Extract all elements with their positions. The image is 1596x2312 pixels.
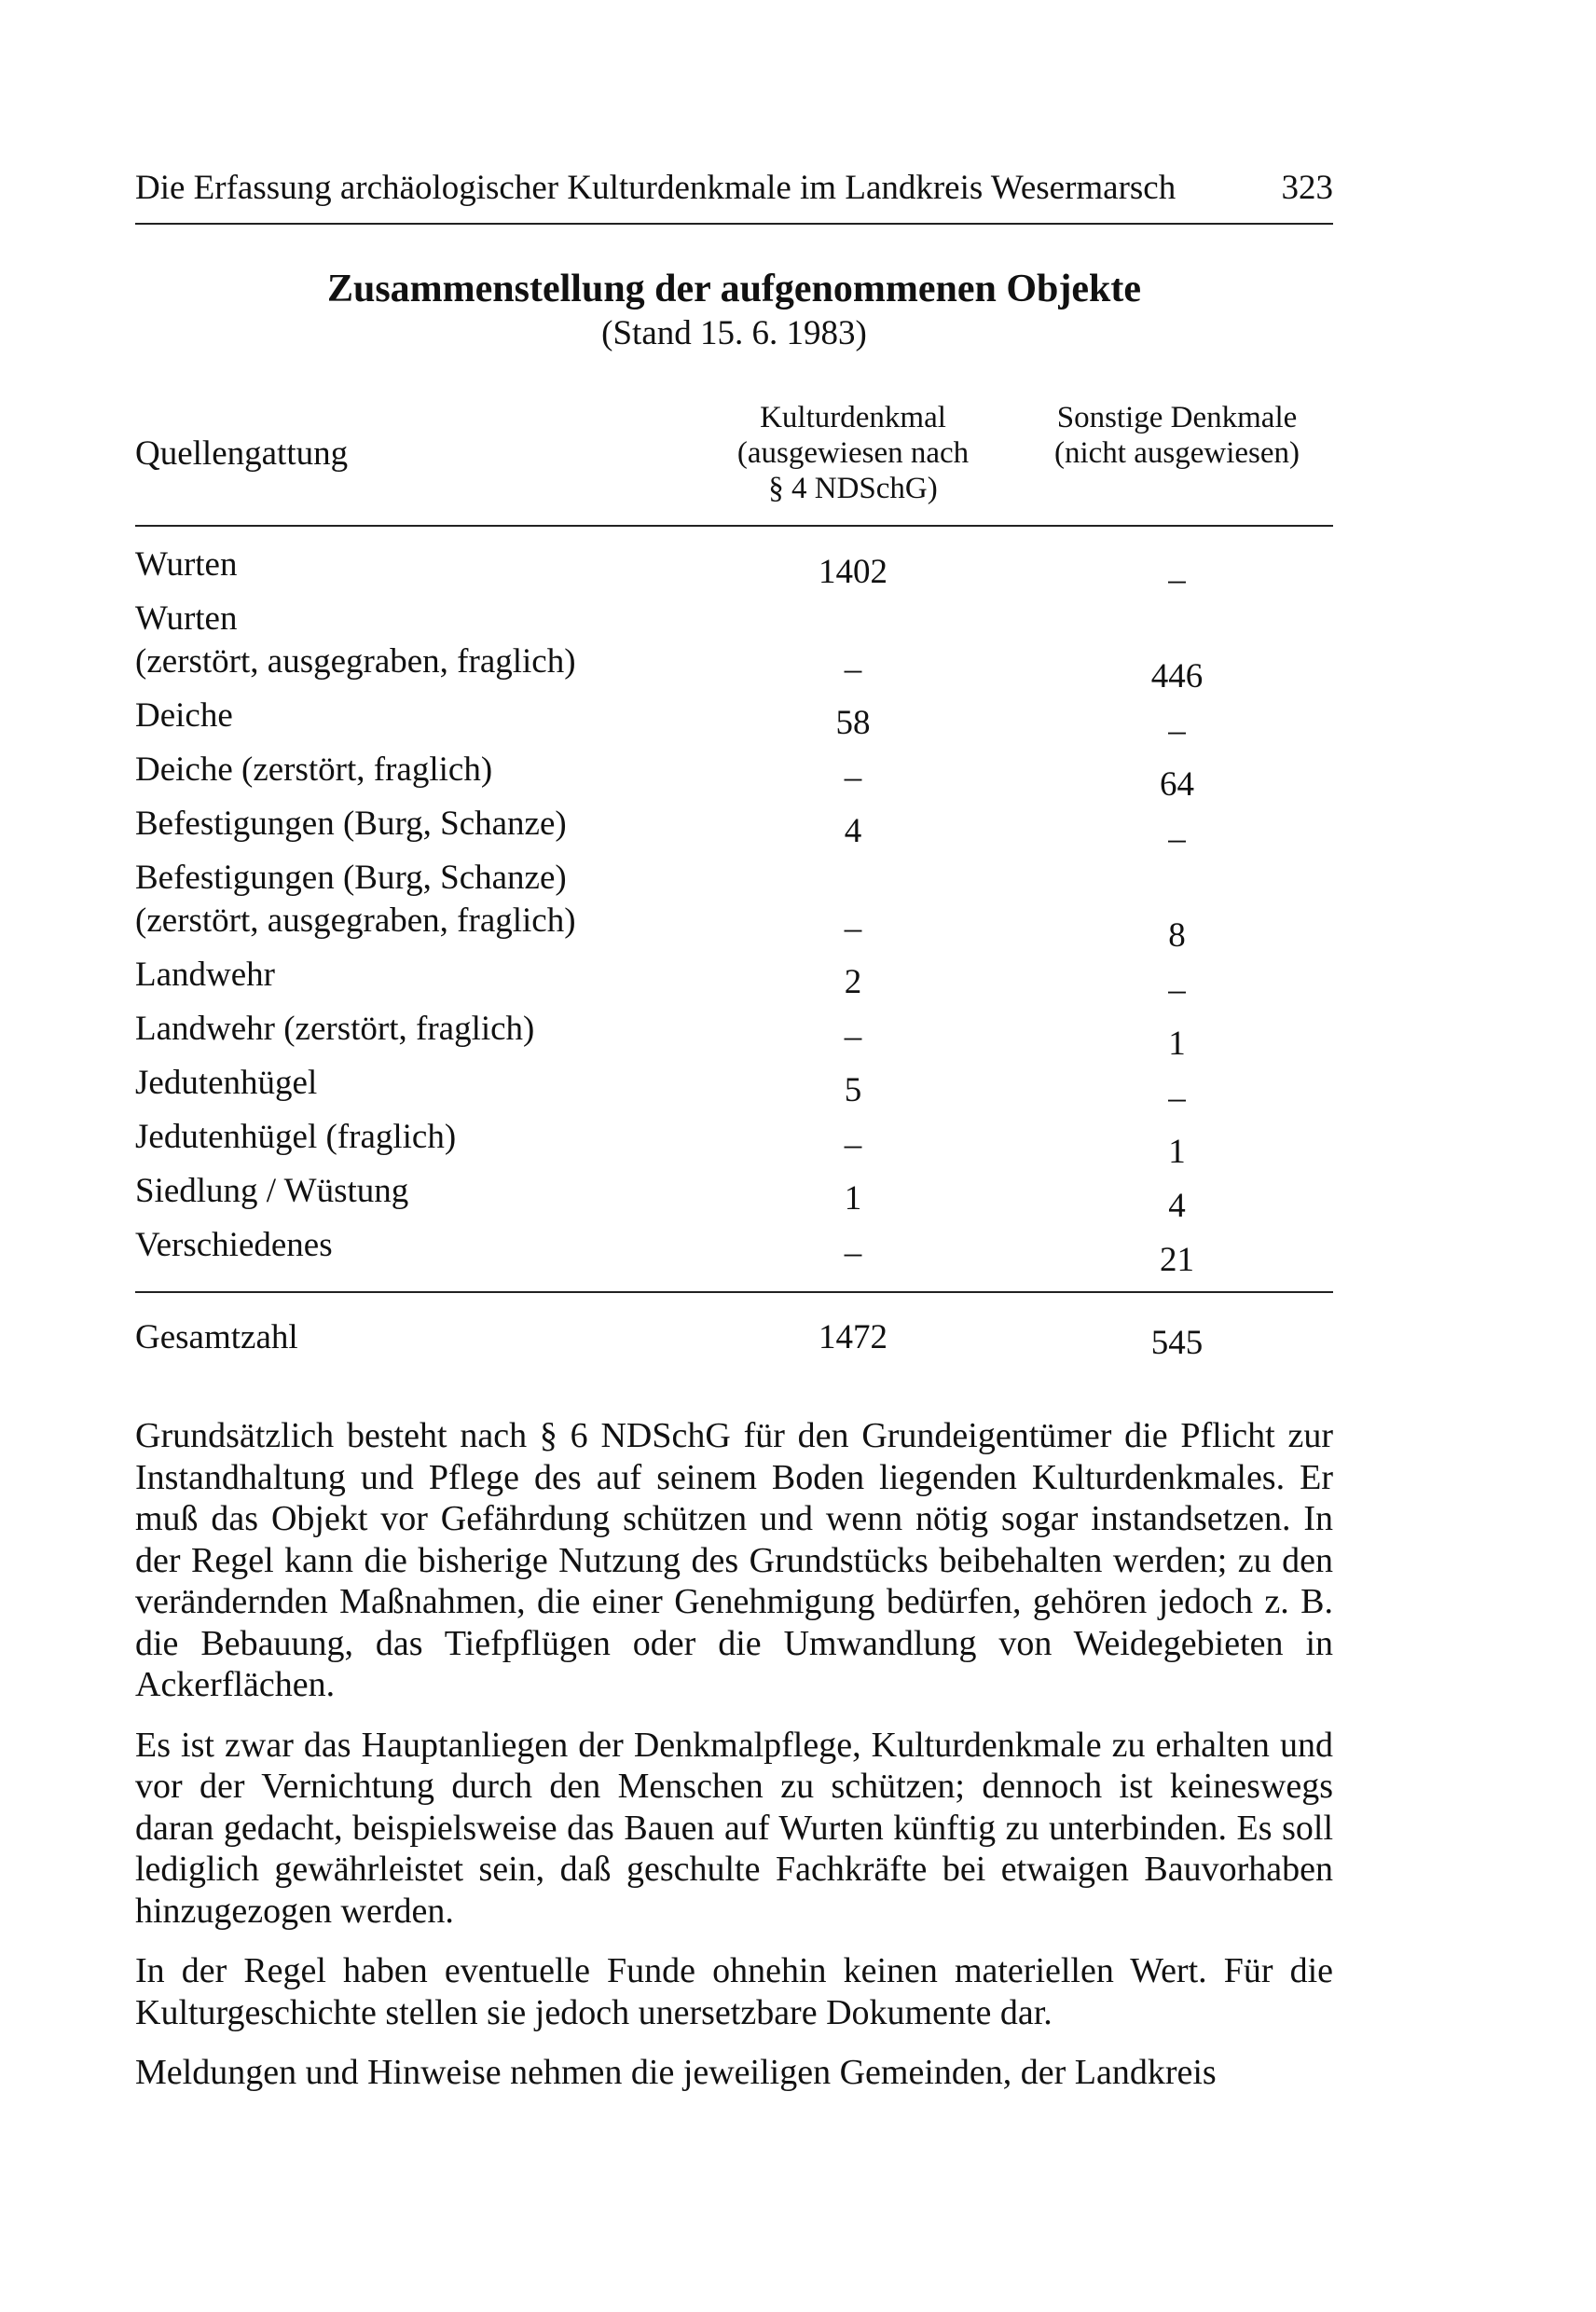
- row-label-line: (zerstört, ausgegraben, fraglich): [135, 901, 576, 940]
- column-header-quellengattung: Quellengattung: [135, 434, 349, 473]
- running-head: [135, 168, 1333, 225]
- cell-sonstige: [1021, 803, 1333, 858]
- cell-value: –: [1168, 560, 1186, 599]
- row-label: [135, 954, 685, 997]
- cell-value: –: [844, 650, 862, 688]
- column-header-line: Kulturdenkmal: [760, 401, 946, 434]
- table-row: [135, 1116, 1333, 1171]
- cell-kulturdenkmal: [685, 803, 1021, 850]
- table-row: [135, 1170, 1333, 1225]
- cell-kulturdenkmal: [685, 1062, 1021, 1109]
- row-label-line: Befestigungen (Burg, Schanze): [135, 805, 567, 843]
- column-header-line: § 4 NDSchG): [768, 472, 938, 505]
- cell-value: –: [844, 1233, 862, 1272]
- cell-value: 21: [1160, 1241, 1194, 1279]
- total-sonstige: 545: [1150, 1324, 1204, 1362]
- total-kulturdenkmal: 1472: [819, 1318, 887, 1356]
- table-title-block: [135, 267, 1333, 353]
- cell-value: –: [844, 1125, 862, 1163]
- cell-value: 4: [1168, 1187, 1186, 1225]
- table-title: Zusammenstellung der aufgenommenen Objekte: [326, 268, 1142, 310]
- row-label: [135, 544, 685, 586]
- total-label: Gesamtzahl: [135, 1318, 298, 1356]
- table-row: [135, 1062, 1333, 1117]
- cell-sonstige: [1021, 1062, 1333, 1117]
- body-paragraph: Grundsätzlich besteht nach § 6 NDSchG für den Grundeigentümer die Pflicht zur Instandhaltung und Pflege des auf seinem Boden liegenden Kulturdenkmales. Er muß das Objekt vor Gefährdung schützen und wenn nötig sogar instandsetzen. In der Regel kann die bisherige Nutzung des Grundstücks beibehalten werden; zu den verändernden Maßnahmen, die einer Genehmigung bedürfen, gehören jedoch z. B. die Bebauung, das Tiefpflügen oder die Umwandlung von Weidegebieten in Ackerflächen.: [135, 1416, 1333, 1704]
- table-total-row: [135, 1317, 1333, 1362]
- cell-kulturdenkmal: [685, 544, 1021, 591]
- cell-value: –: [1168, 970, 1186, 1009]
- row-label-line: Wurten: [135, 545, 238, 584]
- table-row: [135, 695, 1333, 750]
- table-row: [135, 857, 1333, 955]
- row-label-line: Landwehr (zerstört, fraglich): [135, 1010, 535, 1048]
- cell-sonstige: [1021, 1116, 1333, 1171]
- cell-value: 5: [844, 1071, 862, 1109]
- row-label-line: Deiche: [135, 696, 233, 735]
- cell-sonstige: [1021, 1170, 1333, 1225]
- cell-kulturdenkmal: [685, 1170, 1021, 1218]
- row-label-line: Verschiedenes: [135, 1226, 333, 1264]
- cell-sonstige: [1021, 857, 1333, 955]
- column-header-line: (ausgewiesen nach: [736, 436, 970, 470]
- cell-sonstige: [1021, 544, 1333, 599]
- row-label-line: Befestigungen (Burg, Schanze): [135, 859, 567, 897]
- table-row: [135, 598, 1333, 695]
- row-label: [135, 1116, 685, 1159]
- table-row: [135, 803, 1333, 858]
- row-label-line: Jedutenhügel: [135, 1064, 318, 1102]
- row-label: [135, 598, 685, 683]
- cell-kulturdenkmal: [685, 857, 1021, 947]
- column-header-kulturdenkmal: [685, 400, 1021, 506]
- body-text: [135, 1415, 1333, 2094]
- row-label: [135, 1224, 685, 1267]
- cell-sonstige: [1021, 954, 1333, 1009]
- cell-sonstige: [1021, 598, 1333, 695]
- cell-sonstige: [1021, 695, 1333, 750]
- cell-value: –: [1168, 711, 1186, 750]
- table-header: [135, 400, 1333, 527]
- document-page: [135, 168, 1333, 2112]
- table-body: [135, 527, 1333, 1293]
- table-subtitle: (Stand 15. 6. 1983): [601, 314, 867, 352]
- cell-sonstige: [1021, 749, 1333, 804]
- row-label-line: Siedlung / Wüstung: [135, 1172, 409, 1210]
- row-label: [135, 749, 685, 791]
- cell-value: 64: [1160, 765, 1194, 804]
- cell-value: 1: [844, 1179, 862, 1218]
- cell-sonstige: [1021, 1008, 1333, 1063]
- cell-value: 2: [844, 963, 862, 1001]
- cell-kulturdenkmal: [685, 695, 1021, 742]
- cell-kulturdenkmal: [685, 1008, 1021, 1055]
- body-paragraph: In der Regel haben eventuelle Funde ohnehin keinen materiellen Wert. Für die Kulturgeschichte stellen sie jedoch unersetzbare Dokumente dar.: [135, 1951, 1333, 2032]
- row-label: [135, 695, 685, 737]
- row-label-line: (zerstört, ausgegraben, fraglich): [135, 642, 576, 681]
- column-header-line: Sonstige Denkmale: [1056, 401, 1298, 434]
- row-label-line: Deiche (zerstört, fraglich): [135, 750, 493, 789]
- cell-value: 4: [844, 812, 862, 850]
- body-paragraph: Es ist zwar das Hauptanliegen der Denkmalpflege, Kulturdenkmale zu erhalten und vor der Vernichtung durch den Menschen zu schützen; dennoch ist keineswegs daran gedacht, beispielsweise das Bauen auf Wurten künftig zu unterbinden. Es soll lediglich gewährleistet sein, daß geschulte Fachkräfte bei etwaigen Bauvorhaben hinzugezogen werden.: [135, 1725, 1333, 1931]
- page-number: 323: [1281, 169, 1333, 207]
- running-title: Die Erfassung archäologischer Kulturdenkmale im Landkreis Wesermarsch: [135, 169, 1176, 207]
- cell-value: –: [844, 758, 862, 796]
- cell-value: –: [844, 1017, 862, 1055]
- row-label-line: Jedutenhügel (fraglich): [135, 1118, 457, 1156]
- row-label: [135, 1062, 685, 1105]
- table-row: [135, 544, 1333, 599]
- cell-value: 1402: [819, 553, 887, 591]
- cell-value: –: [844, 909, 862, 947]
- table-row: [135, 1224, 1333, 1279]
- cell-kulturdenkmal: [685, 954, 1021, 1001]
- row-label-line: Landwehr: [135, 956, 275, 994]
- cell-kulturdenkmal: [685, 598, 1021, 688]
- cell-value: 1: [1168, 1025, 1186, 1063]
- table-row: [135, 954, 1333, 1009]
- row-label-line: Wurten: [135, 599, 238, 638]
- body-paragraph: Meldungen und Hinweise nehmen die jeweiligen Gemeinden, der Landkreis: [135, 2053, 1217, 2092]
- row-label: [135, 857, 685, 943]
- column-header-sonstige: [1021, 400, 1333, 471]
- row-label: [135, 1170, 685, 1213]
- cell-value: 8: [1168, 916, 1186, 955]
- cell-value: 446: [1150, 657, 1204, 695]
- row-label: [135, 1008, 685, 1051]
- cell-sonstige: [1021, 1224, 1333, 1279]
- cell-kulturdenkmal: [685, 1116, 1021, 1163]
- cell-value: –: [1168, 819, 1186, 858]
- cell-kulturdenkmal: [685, 749, 1021, 796]
- cell-value: 58: [835, 704, 871, 742]
- cell-value: –: [1168, 1079, 1186, 1117]
- table-row: [135, 749, 1333, 804]
- table-row: [135, 1008, 1333, 1063]
- cell-value: 1: [1168, 1133, 1186, 1171]
- row-label: [135, 803, 685, 846]
- cell-kulturdenkmal: [685, 1224, 1021, 1272]
- column-header-line: (nicht ausgewiesen): [1054, 436, 1300, 470]
